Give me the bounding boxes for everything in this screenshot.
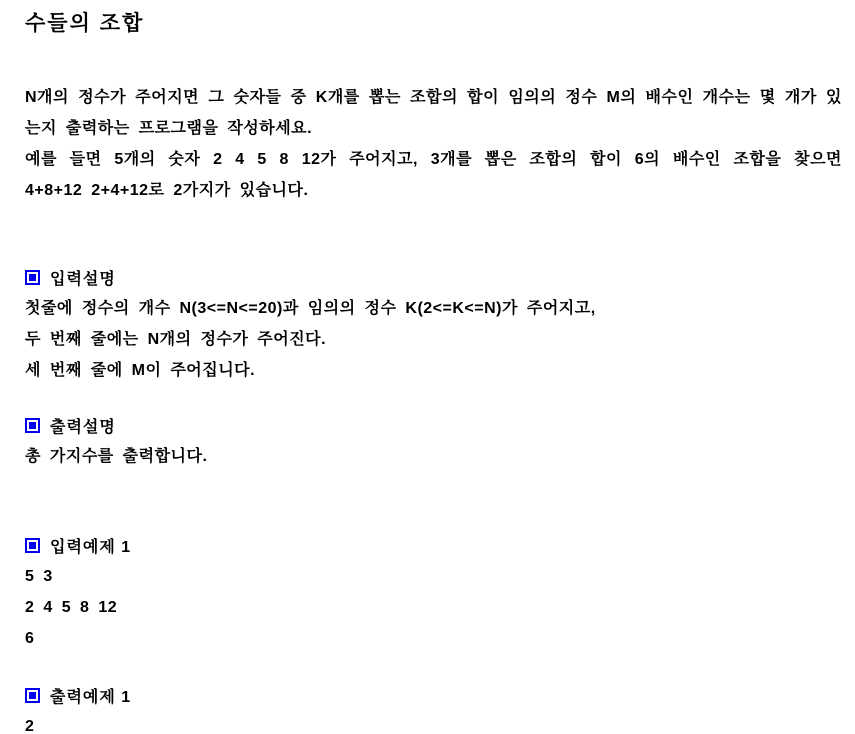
- section-input-description: [25, 262, 842, 386]
- example-input-line: 5 3: [25, 568, 53, 585]
- section-line: 두 번째 줄에는 N개의 정수가 주어진다.: [25, 331, 327, 348]
- blue-square-icon: [25, 538, 40, 553]
- section-line: 첫줄에 정수의 개수 N(3<=N<=20)과 임의의 정수 K(2<=K<=N)가 주어지고,: [25, 300, 596, 317]
- example-input-line: 6: [25, 630, 35, 647]
- section-heading: 출력예제 1: [50, 689, 132, 706]
- section-line: 세 번째 줄에 M이 주어집니다.: [25, 362, 256, 379]
- page-title: 수들의 조합: [25, 12, 145, 35]
- section-input-example-1: [25, 530, 842, 654]
- blue-square-icon-inner: [29, 274, 36, 281]
- blue-square-icon: [25, 688, 40, 703]
- problem-description: [25, 82, 842, 206]
- section-heading: 입력예제 1: [50, 539, 132, 556]
- example-input-line: 2 4 5 8 12: [25, 599, 118, 616]
- section-heading: 출력설명: [50, 419, 116, 436]
- blue-square-icon-inner: [29, 422, 36, 429]
- blue-square-icon: [25, 270, 40, 285]
- example-output-line: 2: [25, 718, 35, 734]
- description-paragraph: N개의 정수가 주어지면 그 숫자들 중 K개를 뽑는 조합의 합이 임의의 정수 M의 배수인 개수는 몇 개가 있는지 출력하는 프로그램을 작성하세요.: [25, 89, 842, 137]
- blue-square-icon: [25, 418, 40, 433]
- section-header: [25, 410, 842, 441]
- blue-square-icon-inner: [29, 692, 36, 699]
- section-heading: 입력설명: [50, 271, 116, 288]
- section-output-description: [25, 410, 842, 472]
- section-header: [25, 262, 842, 293]
- description-paragraph: 예를 들면 5개의 숫자 2 4 5 8 12가 주어지고, 3개를 뽑은 조합의 합이 6의 배수인 조합을 찾으면 4+8+12 2+4+12로 2가지가 있습니다.: [25, 151, 842, 199]
- blue-square-icon-inner: [29, 542, 36, 549]
- section-line: 총 가지수를 출력합니다.: [25, 448, 208, 465]
- section-header: [25, 680, 842, 711]
- section-output-example-1: [25, 680, 842, 734]
- section-header: [25, 530, 842, 561]
